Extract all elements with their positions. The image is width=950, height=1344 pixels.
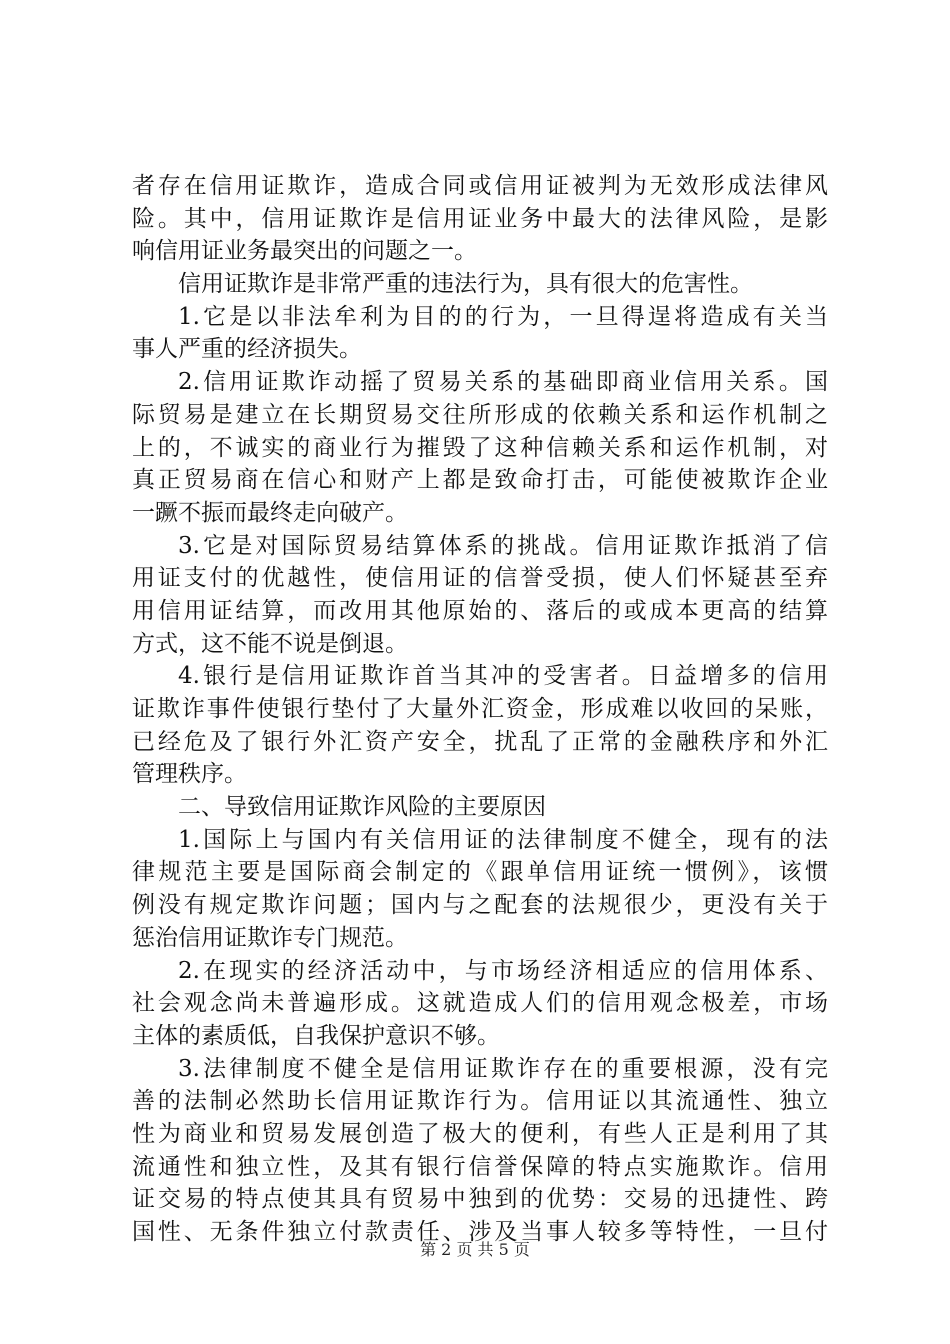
text-line: 3.它是对国际贸易结算体系的挑战。信用证欺诈抵消了信 bbox=[178, 532, 828, 559]
text-line: 例没有规定欺诈问题；国内与之配套的法规很少，更没有关于 bbox=[132, 892, 828, 919]
text-line: 流通性和独立性，及其有银行信誉保障的特点实施欺诈。信用 bbox=[132, 1153, 828, 1180]
text-line: 管理秩序。 bbox=[132, 761, 247, 788]
text-line: 性为商业和贸易发展创造了极大的便利，有些人正是利用了其 bbox=[132, 1120, 828, 1147]
text-line: 1.它是以非法牟利为目的的行为，一旦得逞将造成有关当 bbox=[178, 303, 828, 330]
text-line: 3.法律制度不健全是信用证欺诈存在的重要根源，没有完 bbox=[178, 1055, 828, 1082]
text-line: 主体的素质低，自我保护意识不够。 bbox=[132, 1022, 500, 1049]
text-line: 证欺诈事件使银行垫付了大量外汇资金，形成难以收回的呆账， bbox=[132, 696, 828, 722]
page-footer: 第 2 页 共 5 页 bbox=[420, 1240, 530, 1259]
text-line: 2.信用证欺诈动摇了贸易关系的基础即商业信用关系。国 bbox=[178, 369, 828, 396]
text-line: 用证支付的优越性，使信用证的信誉受损，使人们怀疑甚至弃 bbox=[132, 565, 828, 592]
text-line: 际贸易是建立在长期贸易交往所形成的依赖关系和运作机制之 bbox=[132, 401, 828, 428]
document-body bbox=[132, 170, 828, 1249]
text-line: 用信用证结算，而改用其他原始的、落后的或成本更高的结算 bbox=[132, 597, 828, 624]
text-line: 上的，不诚实的商业行为摧毁了这种信赖关系和运作机制，对 bbox=[132, 434, 828, 461]
text-line: 险。其中，信用证欺诈是信用证业务中最大的法律风险，是影 bbox=[132, 205, 828, 232]
text-line: 善的法制必然助长信用证欺诈行为。信用证以其流通性、独立 bbox=[132, 1088, 828, 1115]
text-line: 一蹶不振而最终走向破产。 bbox=[132, 499, 408, 526]
text-line: 社会观念尚未普遍形成。这就造成人们的信用观念极差，市场 bbox=[132, 990, 828, 1017]
text-line: 1.国际上与国内有关信用证的法律制度不健全，现有的法 bbox=[178, 826, 828, 853]
text-line: 国性、无条件独立付款责任、涉及当事人较多等特性，一旦付 bbox=[132, 1219, 828, 1245]
text-line: 响信用证业务最突出的问题之一。 bbox=[132, 238, 477, 265]
text-line: 真正贸易商在信心和财产上都是致命打击，可能使被欺诈企业 bbox=[132, 467, 828, 494]
text-line: 2.在现实的经济活动中，与市场经济相适应的信用体系、 bbox=[178, 957, 828, 984]
text-line: 者存在信用证欺诈，造成合同或信用证被判为无效形成法律风 bbox=[132, 173, 828, 199]
text-line: 证交易的特点使其具有贸易中独到的优势：交易的迅捷性、跨 bbox=[132, 1186, 828, 1213]
text-line: 惩治信用证欺诈专门规范。 bbox=[132, 924, 408, 951]
text-line: 方式，这不能不说是倒退。 bbox=[132, 630, 408, 657]
text-line: 4.银行是信用证欺诈首当其冲的受害者。日益增多的信用 bbox=[178, 663, 828, 690]
text-line: 事人严重的经济损失。 bbox=[132, 336, 362, 363]
text-line: 信用证欺诈是非常严重的违法行为，具有很大的危害性。 bbox=[178, 271, 753, 298]
text-line: 已经危及了银行外汇资产安全，扰乱了正常的金融秩序和外汇 bbox=[132, 728, 828, 755]
text-line: 二、导致信用证欺诈风险的主要原因 bbox=[178, 794, 546, 821]
text-line: 律规范主要是国际商会制定的《跟单信用证统一惯例》，该惯 bbox=[132, 859, 828, 886]
